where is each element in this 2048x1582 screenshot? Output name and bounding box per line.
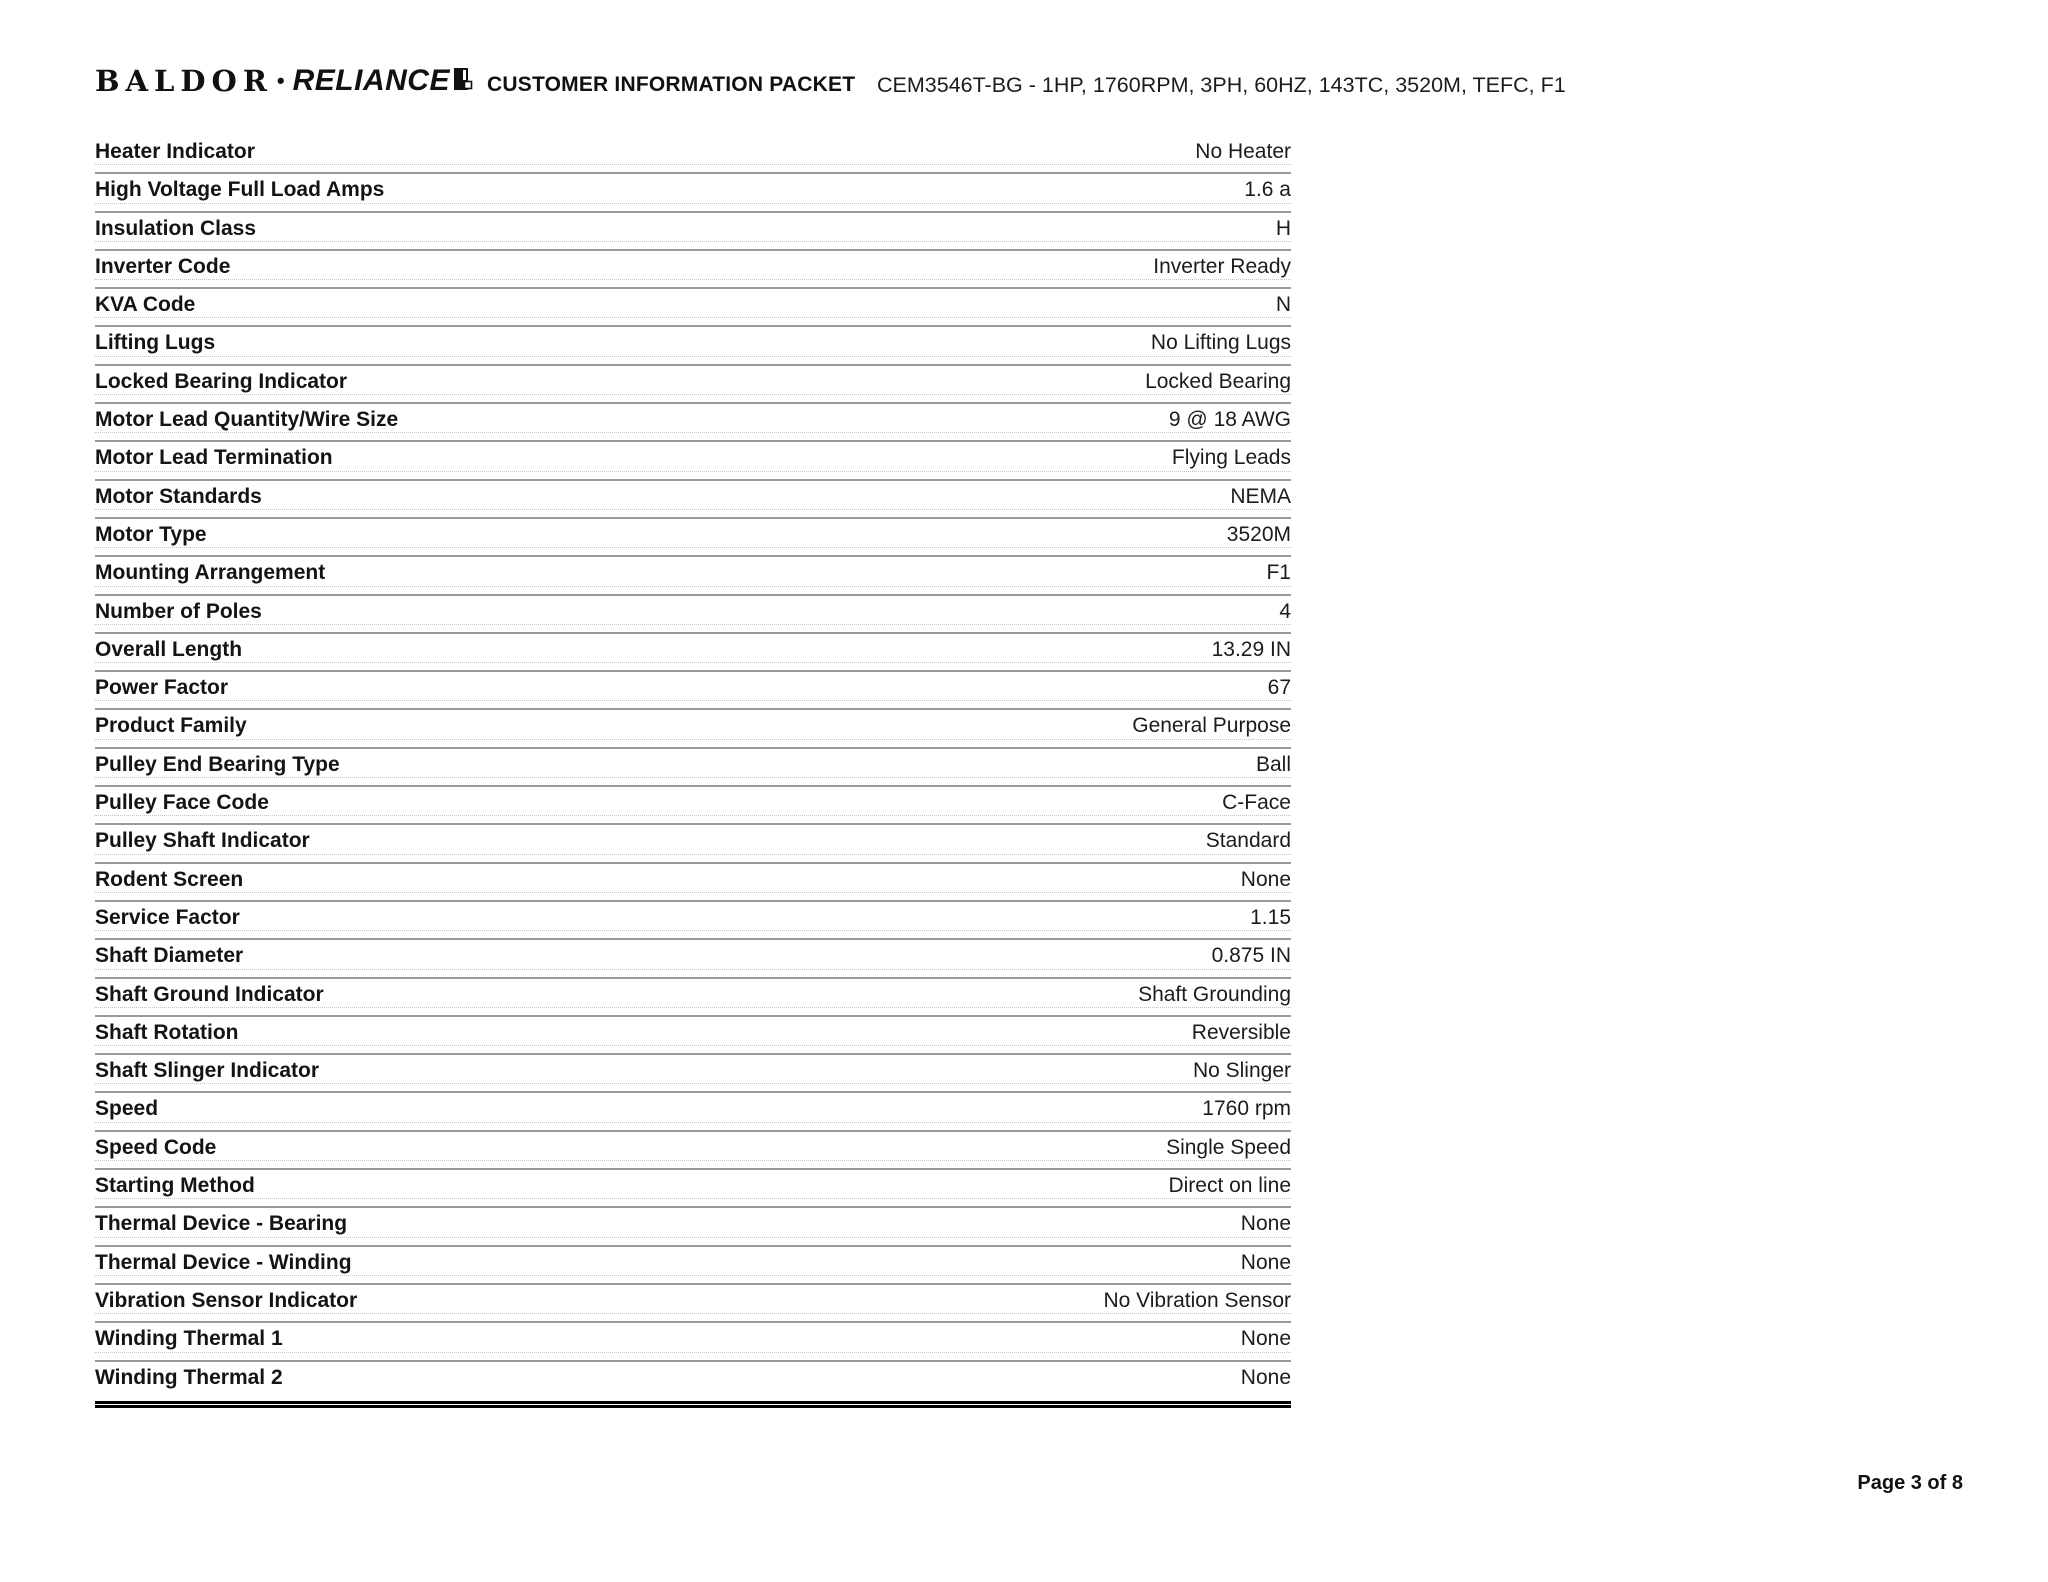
spec-value: 1.15 [1250,905,1291,929]
table-row [95,979,1291,1017]
spec-label: Heater Indicator [95,140,255,163]
spec-value: No Lifting Lugs [1150,331,1291,355]
table-row [95,902,1291,940]
spec-label: Insulation Class [95,216,257,240]
spec-label: KVA Code [95,293,196,317]
spec-label: Locked Bearing Indicator [95,369,348,393]
spec-value: 3520M [1226,522,1291,546]
spec-label: Pulley End Bearing Type [95,752,340,776]
spec-value: No Slinger [1192,1059,1291,1083]
table-row [95,864,1291,902]
spec-label: Shaft Ground Indicator [95,982,324,1006]
spec-label: Thermal Device - Winding [95,1250,352,1274]
logo-baldor-wordmark: BALDOR [95,64,273,98]
logo-dot-separator: • [276,68,285,93]
spec-value: Locked Bearing [1145,369,1291,393]
spec-label: Shaft Diameter [95,944,244,968]
spec-label: Winding Thermal 1 [95,1327,283,1351]
baldor-reliance-logo [95,64,473,98]
spec-value: 0.875 IN [1211,944,1291,968]
table-row [95,1017,1291,1055]
baldor-reliance-logo-mark-icon [453,66,473,97]
table-row [95,1323,1291,1361]
spec-value: NEMA [1230,484,1291,508]
spec-label: Rodent Screen [95,867,244,891]
spec-value: None [1240,1212,1291,1236]
table-row [95,557,1291,595]
spec-label: Motor Standards [95,484,262,508]
table-row [95,749,1291,787]
spec-value: 9 @ 18 AWG [1168,408,1291,432]
spec-value: Standard [1205,829,1291,853]
spec-label: Mounting Arrangement [95,561,326,585]
table-row [95,174,1291,212]
spec-value: None [1240,1327,1291,1351]
spec-value: Direct on line [1168,1174,1291,1198]
product-spec-line: CEM3546T-BG - 1HP, 1760RPM, 3PH, 60HZ, 143TC, 3520M, TEFC, F1 [877,73,1566,97]
spec-label: Power Factor [95,676,229,700]
table-row [95,1170,1291,1208]
spec-value: N [1275,293,1291,317]
table-row [95,327,1291,365]
spec-value: None [1240,867,1291,891]
table-row [95,596,1291,634]
table-bottom-rule [95,1401,1291,1408]
table-rows [95,136,1291,1400]
spec-value: Shaft Grounding [1138,982,1291,1006]
table-row [95,672,1291,710]
spec-label: Speed Code [95,1135,217,1159]
spec-value: Inverter Ready [1153,254,1291,278]
spec-label: Service Factor [95,905,240,929]
spec-label: Lifting Lugs [95,331,216,355]
spec-value: No Heater [1195,140,1291,163]
page-header [0,0,2048,120]
spec-label: High Voltage Full Load Amps [95,178,385,202]
spec-value: No Vibration Sensor [1103,1288,1291,1312]
specification-table [95,136,1291,1408]
spec-value: 1.6 a [1244,178,1291,202]
spec-label: Product Family [95,714,247,738]
table-row [95,825,1291,863]
page-number: Page 3 of 8 [1857,1472,1963,1494]
spec-value: Reversible [1191,1020,1291,1044]
spec-label: Pulley Shaft Indicator [95,829,310,853]
spec-value: 67 [1267,676,1291,700]
spec-value: 4 [1279,599,1291,623]
document-title: CUSTOMER INFORMATION PACKET [487,73,856,96]
spec-value: 1760 rpm [1202,1097,1291,1121]
spec-label: Overall Length [95,637,243,661]
table-row [95,1132,1291,1170]
table-row [95,404,1291,442]
table-row [95,481,1291,519]
spec-label: Number of Poles [95,599,262,623]
spec-value: None [1240,1365,1291,1389]
table-row [95,634,1291,672]
table-row [95,1247,1291,1285]
spec-label: Motor Lead Quantity/Wire Size [95,408,399,432]
spec-value: Ball [1255,752,1291,776]
spec-label: Vibration Sensor Indicator [95,1288,358,1312]
spec-label: Shaft Rotation [95,1020,239,1044]
table-row [95,710,1291,748]
spec-value: 13.29 IN [1211,637,1291,661]
spec-value: Flying Leads [1171,446,1291,470]
table-row [95,366,1291,404]
spec-value: Single Speed [1166,1135,1291,1159]
spec-value: C-Face [1222,791,1291,815]
spec-label: Thermal Device - Bearing [95,1212,348,1236]
spec-label: Motor Type [95,522,207,546]
table-row [95,1055,1291,1093]
table-row [95,1208,1291,1246]
spec-value: F1 [1266,561,1291,585]
table-row [95,1362,1291,1400]
spec-label: Inverter Code [95,254,231,278]
table-row [95,1093,1291,1131]
table-row [95,289,1291,327]
table-row [95,1285,1291,1323]
spec-label: Shaft Slinger Indicator [95,1059,320,1083]
table-row [95,519,1291,557]
table-row [95,940,1291,978]
spec-value: General Purpose [1132,714,1291,738]
table-row [95,442,1291,480]
logo-reliance-wordmark: RELIANCE [292,64,450,97]
spec-label: Motor Lead Termination [95,446,333,470]
spec-label: Speed [95,1097,159,1121]
spec-label: Pulley Face Code [95,791,269,815]
spec-label: Starting Method [95,1174,255,1198]
table-row [95,136,1291,174]
table-row [95,213,1291,251]
table-row [95,251,1291,289]
spec-label: Winding Thermal 2 [95,1365,283,1389]
spec-value: H [1275,216,1291,240]
spec-value: None [1240,1250,1291,1274]
table-row [95,787,1291,825]
